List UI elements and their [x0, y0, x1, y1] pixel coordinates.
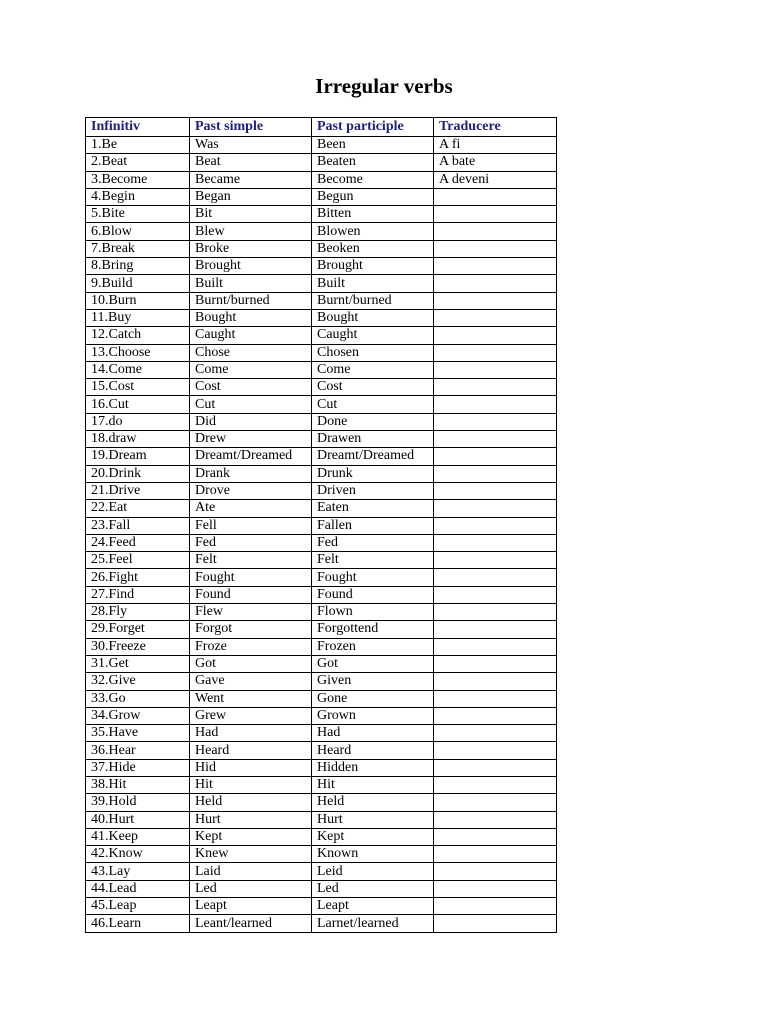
past-participle-cell: Heard	[312, 742, 434, 759]
past-participle-cell: Drunk	[312, 465, 434, 482]
past-participle-cell: Held	[312, 794, 434, 811]
traducere-cell	[434, 517, 557, 534]
past-simple-cell: Come	[190, 361, 312, 378]
past-participle-cell: Burnt/burned	[312, 292, 434, 309]
past-simple-cell: Cost	[190, 379, 312, 396]
infinitiv-cell: 10.Burn	[86, 292, 190, 309]
past-simple-cell: Kept	[190, 828, 312, 845]
traducere-cell	[434, 396, 557, 413]
past-participle-cell: Blowen	[312, 223, 434, 240]
table-row	[86, 361, 557, 378]
past-participle-cell: Fed	[312, 534, 434, 551]
table-row	[86, 655, 557, 672]
past-simple-cell: Knew	[190, 846, 312, 863]
past-participle-cell: Driven	[312, 482, 434, 499]
past-simple-cell: Did	[190, 413, 312, 430]
infinitiv-cell: 33.Go	[86, 690, 190, 707]
past-simple-cell: Flew	[190, 604, 312, 621]
infinitiv-cell: 28.Fly	[86, 604, 190, 621]
past-simple-cell: Went	[190, 690, 312, 707]
past-simple-cell: Burnt/burned	[190, 292, 312, 309]
table-row	[86, 846, 557, 863]
past-simple-cell: Felt	[190, 552, 312, 569]
past-simple-cell: Froze	[190, 638, 312, 655]
table-row	[86, 171, 557, 188]
infinitiv-cell: 23.Fall	[86, 517, 190, 534]
infinitiv-cell: 13.Choose	[86, 344, 190, 361]
infinitiv-cell: 35.Have	[86, 725, 190, 742]
header-traducere: Traducere	[434, 118, 557, 137]
infinitiv-cell: 5.Bite	[86, 206, 190, 223]
past-simple-cell: Found	[190, 586, 312, 603]
infinitiv-cell: 4.Begin	[86, 188, 190, 205]
past-participle-cell: Done	[312, 413, 434, 430]
past-simple-cell: Became	[190, 171, 312, 188]
traducere-cell	[434, 500, 557, 517]
past-simple-cell: Heard	[190, 742, 312, 759]
past-participle-cell: Hidden	[312, 759, 434, 776]
infinitiv-cell: 36.Hear	[86, 742, 190, 759]
infinitiv-cell: 6.Blow	[86, 223, 190, 240]
table-row	[86, 413, 557, 430]
table-header-row	[86, 118, 557, 137]
past-participle-cell: Given	[312, 673, 434, 690]
verbs-table	[85, 117, 557, 933]
header-infinitiv: Infinitiv	[86, 118, 190, 137]
traducere-cell	[434, 673, 557, 690]
traducere-cell: A bate	[434, 154, 557, 171]
past-participle-cell: Caught	[312, 327, 434, 344]
table-row	[86, 811, 557, 828]
infinitiv-cell: 42.Know	[86, 846, 190, 863]
past-simple-cell: Dreamt/Dreamed	[190, 448, 312, 465]
table-row	[86, 776, 557, 793]
table-row	[86, 379, 557, 396]
table-row	[86, 517, 557, 534]
table-row	[86, 690, 557, 707]
infinitiv-cell: 26.Fight	[86, 569, 190, 586]
past-participle-cell: Beaten	[312, 154, 434, 171]
infinitiv-cell: 25.Feel	[86, 552, 190, 569]
past-simple-cell: Brought	[190, 258, 312, 275]
table-row	[86, 431, 557, 448]
traducere-cell	[434, 863, 557, 880]
table-row	[86, 396, 557, 413]
infinitiv-cell: 8.Bring	[86, 258, 190, 275]
infinitiv-cell: 18.draw	[86, 431, 190, 448]
table-row	[86, 327, 557, 344]
infinitiv-cell: 19.Dream	[86, 448, 190, 465]
past-participle-cell: Grown	[312, 707, 434, 724]
table-row	[86, 569, 557, 586]
traducere-cell	[434, 379, 557, 396]
past-simple-cell: Beat	[190, 154, 312, 171]
table-row	[86, 673, 557, 690]
traducere-cell	[434, 725, 557, 742]
traducere-cell	[434, 811, 557, 828]
table-row	[86, 275, 557, 292]
traducere-cell	[434, 327, 557, 344]
traducere-cell	[434, 742, 557, 759]
past-simple-cell: Fed	[190, 534, 312, 551]
infinitiv-cell: 31.Get	[86, 655, 190, 672]
past-simple-cell: Drank	[190, 465, 312, 482]
infinitiv-cell: 45.Leap	[86, 898, 190, 915]
past-participle-cell: Forgottend	[312, 621, 434, 638]
table-row	[86, 552, 557, 569]
past-simple-cell: Leant/learned	[190, 915, 312, 932]
infinitiv-cell: 11.Buy	[86, 309, 190, 326]
past-simple-cell: Gave	[190, 673, 312, 690]
traducere-cell	[434, 275, 557, 292]
infinitiv-cell: 22.Eat	[86, 500, 190, 517]
table-row	[86, 586, 557, 603]
traducere-cell	[434, 552, 557, 569]
past-participle-cell: Frozen	[312, 638, 434, 655]
table-row	[86, 206, 557, 223]
past-simple-cell: Hid	[190, 759, 312, 776]
traducere-cell	[434, 482, 557, 499]
past-simple-cell: Drove	[190, 482, 312, 499]
past-simple-cell: Hurt	[190, 811, 312, 828]
past-participle-cell: Gone	[312, 690, 434, 707]
past-simple-cell: Bit	[190, 206, 312, 223]
table-row	[86, 465, 557, 482]
past-simple-cell: Caught	[190, 327, 312, 344]
traducere-cell	[434, 258, 557, 275]
table-row	[86, 725, 557, 742]
infinitiv-cell: 27.Find	[86, 586, 190, 603]
past-participle-cell: Beoken	[312, 240, 434, 257]
infinitiv-cell: 29.Forget	[86, 621, 190, 638]
traducere-cell	[434, 586, 557, 603]
past-participle-cell: Found	[312, 586, 434, 603]
table-row	[86, 137, 557, 154]
traducere-cell: A deveni	[434, 171, 557, 188]
traducere-cell	[434, 361, 557, 378]
table-row	[86, 154, 557, 171]
past-participle-cell: Drawen	[312, 431, 434, 448]
infinitiv-cell: 20.Drink	[86, 465, 190, 482]
infinitiv-cell: 41.Keep	[86, 828, 190, 845]
past-participle-cell: Become	[312, 171, 434, 188]
infinitiv-cell: 39.Hold	[86, 794, 190, 811]
past-simple-cell: Led	[190, 880, 312, 897]
table-row	[86, 898, 557, 915]
infinitiv-cell: 9.Build	[86, 275, 190, 292]
infinitiv-cell: 2.Beat	[86, 154, 190, 171]
past-simple-cell: Leapt	[190, 898, 312, 915]
table-row	[86, 223, 557, 240]
past-participle-cell: Known	[312, 846, 434, 863]
verbs-table-body	[86, 137, 557, 933]
past-simple-cell: Had	[190, 725, 312, 742]
infinitiv-cell: 34.Grow	[86, 707, 190, 724]
past-participle-cell: Flown	[312, 604, 434, 621]
past-participle-cell: Hit	[312, 776, 434, 793]
past-simple-cell: Drew	[190, 431, 312, 448]
infinitiv-cell: 37.Hide	[86, 759, 190, 776]
table-row	[86, 482, 557, 499]
table-row	[86, 863, 557, 880]
table-row	[86, 258, 557, 275]
past-simple-cell: Ate	[190, 500, 312, 517]
infinitiv-cell: 21.Drive	[86, 482, 190, 499]
past-simple-cell: Got	[190, 655, 312, 672]
infinitiv-cell: 17.do	[86, 413, 190, 430]
table-row	[86, 534, 557, 551]
table-row	[86, 794, 557, 811]
past-participle-cell: Kept	[312, 828, 434, 845]
header-past-simple: Past simple	[190, 118, 312, 137]
past-participle-cell: Been	[312, 137, 434, 154]
traducere-cell	[434, 621, 557, 638]
past-participle-cell: Chosen	[312, 344, 434, 361]
past-simple-cell: Fell	[190, 517, 312, 534]
infinitiv-cell: 44.Lead	[86, 880, 190, 897]
table-row	[86, 604, 557, 621]
traducere-cell	[434, 655, 557, 672]
table-row	[86, 759, 557, 776]
traducere-cell	[434, 569, 557, 586]
table-row	[86, 915, 557, 932]
infinitiv-cell: 30.Freeze	[86, 638, 190, 655]
past-simple-cell: Forgot	[190, 621, 312, 638]
past-participle-cell: Brought	[312, 258, 434, 275]
past-participle-cell: Leid	[312, 863, 434, 880]
traducere-cell	[434, 465, 557, 482]
past-simple-cell: Blew	[190, 223, 312, 240]
infinitiv-cell: 3.Become	[86, 171, 190, 188]
traducere-cell	[434, 223, 557, 240]
traducere-cell	[434, 344, 557, 361]
infinitiv-cell: 46.Learn	[86, 915, 190, 932]
past-simple-cell: Bought	[190, 309, 312, 326]
infinitiv-cell: 24.Feed	[86, 534, 190, 551]
infinitiv-cell: 7.Break	[86, 240, 190, 257]
past-participle-cell: Had	[312, 725, 434, 742]
infinitiv-cell: 16.Cut	[86, 396, 190, 413]
past-participle-cell: Come	[312, 361, 434, 378]
infinitiv-cell: 12.Catch	[86, 327, 190, 344]
table-row	[86, 828, 557, 845]
past-simple-cell: Cut	[190, 396, 312, 413]
past-participle-cell: Cost	[312, 379, 434, 396]
past-participle-cell: Got	[312, 655, 434, 672]
past-simple-cell: Chose	[190, 344, 312, 361]
past-participle-cell: Hurt	[312, 811, 434, 828]
table-row	[86, 742, 557, 759]
past-participle-cell: Begun	[312, 188, 434, 205]
traducere-cell: A fi	[434, 137, 557, 154]
table-row	[86, 188, 557, 205]
infinitiv-cell: 32.Give	[86, 673, 190, 690]
traducere-cell	[434, 898, 557, 915]
traducere-cell	[434, 880, 557, 897]
traducere-cell	[434, 759, 557, 776]
page-title: Irregular verbs	[315, 74, 453, 98]
infinitiv-cell: 38.Hit	[86, 776, 190, 793]
table-row	[86, 309, 557, 326]
table-row	[86, 707, 557, 724]
table-row	[86, 621, 557, 638]
past-simple-cell: Began	[190, 188, 312, 205]
past-participle-cell: Fallen	[312, 517, 434, 534]
table-row	[86, 880, 557, 897]
past-participle-cell: Leapt	[312, 898, 434, 915]
past-participle-cell: Cut	[312, 396, 434, 413]
table-row	[86, 448, 557, 465]
traducere-cell	[434, 707, 557, 724]
past-simple-cell: Built	[190, 275, 312, 292]
traducere-cell	[434, 309, 557, 326]
past-simple-cell: Held	[190, 794, 312, 811]
traducere-cell	[434, 206, 557, 223]
past-simple-cell: Fought	[190, 569, 312, 586]
traducere-cell	[434, 413, 557, 430]
past-participle-cell: Led	[312, 880, 434, 897]
table-row	[86, 292, 557, 309]
past-simple-cell: Hit	[190, 776, 312, 793]
traducere-cell	[434, 240, 557, 257]
past-participle-cell: Felt	[312, 552, 434, 569]
traducere-cell	[434, 292, 557, 309]
infinitiv-cell: 43.Lay	[86, 863, 190, 880]
traducere-cell	[434, 690, 557, 707]
traducere-cell	[434, 638, 557, 655]
header-past-participle: Past participle	[312, 118, 434, 137]
past-participle-cell: Larnet/learned	[312, 915, 434, 932]
past-simple-cell: Was	[190, 137, 312, 154]
table-row	[86, 344, 557, 361]
past-participle-cell: Dreamt/Dreamed	[312, 448, 434, 465]
table-row	[86, 500, 557, 517]
traducere-cell	[434, 828, 557, 845]
infinitiv-cell: 14.Come	[86, 361, 190, 378]
traducere-cell	[434, 846, 557, 863]
traducere-cell	[434, 448, 557, 465]
traducere-cell	[434, 431, 557, 448]
traducere-cell	[434, 776, 557, 793]
traducere-cell	[434, 794, 557, 811]
traducere-cell	[434, 604, 557, 621]
table-row	[86, 638, 557, 655]
table-row	[86, 240, 557, 257]
infinitiv-cell: 15.Cost	[86, 379, 190, 396]
past-simple-cell: Grew	[190, 707, 312, 724]
traducere-cell	[434, 534, 557, 551]
infinitiv-cell: 40.Hurt	[86, 811, 190, 828]
past-participle-cell: Bitten	[312, 206, 434, 223]
traducere-cell	[434, 188, 557, 205]
past-simple-cell: Laid	[190, 863, 312, 880]
past-participle-cell: Eaten	[312, 500, 434, 517]
past-participle-cell: Fought	[312, 569, 434, 586]
past-participle-cell: Bought	[312, 309, 434, 326]
past-participle-cell: Built	[312, 275, 434, 292]
traducere-cell	[434, 915, 557, 932]
past-simple-cell: Broke	[190, 240, 312, 257]
infinitiv-cell: 1.Be	[86, 137, 190, 154]
